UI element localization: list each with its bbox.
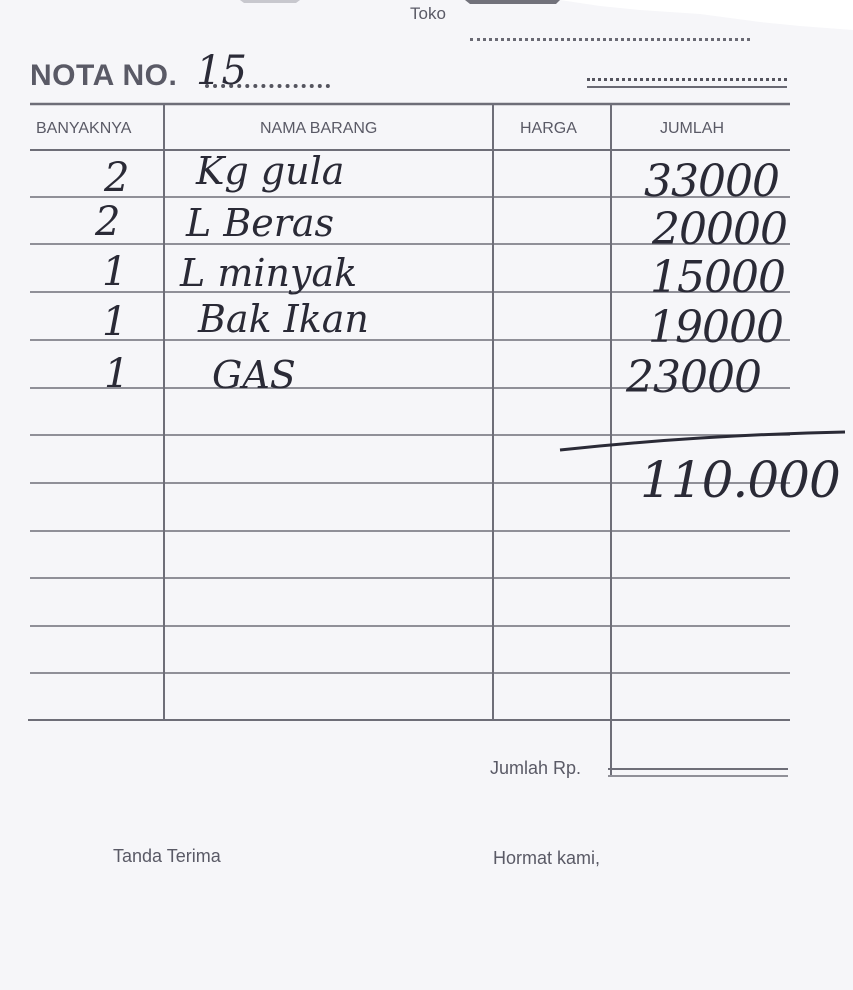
col-header-qty: BANYAKNYA (36, 120, 132, 137)
row-2-amount: 20000 (652, 204, 787, 255)
store-label: Toko (410, 4, 446, 23)
row-1-item: Kg gula (196, 149, 345, 193)
row-3-amount: 15000 (650, 252, 785, 303)
jumlah-rp-label: Jumlah Rp. (490, 758, 582, 778)
row-5-qty: 1 (104, 351, 130, 397)
row-3-qty: 1 (102, 249, 128, 295)
col-header-price: HARGA (520, 120, 577, 137)
handwritten-total: 110.000 (640, 451, 840, 509)
row-1-qty: 2 (104, 155, 130, 201)
nota-title: NOTA NO. (30, 59, 178, 92)
col-header-total: JUMLAH (660, 120, 725, 137)
row-3-item: L minyak (180, 251, 358, 295)
row-1-amount: 33000 (644, 156, 779, 207)
row-5-item: GAS (212, 353, 296, 397)
row-2-item: L Beras (186, 201, 335, 245)
row-4-item: Bak Ikan (198, 297, 369, 341)
nota-number: 15 (196, 48, 247, 94)
received-signature-label: Tanda Terima (113, 846, 221, 866)
col-header-name: NAMA BARANG (260, 120, 378, 137)
row-5-amount: 23000 (626, 352, 761, 403)
row-2-qty: 2 (95, 199, 121, 245)
row-4-qty: 1 (102, 299, 128, 345)
regards-signature-label: Hormat kami, (493, 848, 601, 868)
row-4-amount: 19000 (648, 302, 783, 353)
